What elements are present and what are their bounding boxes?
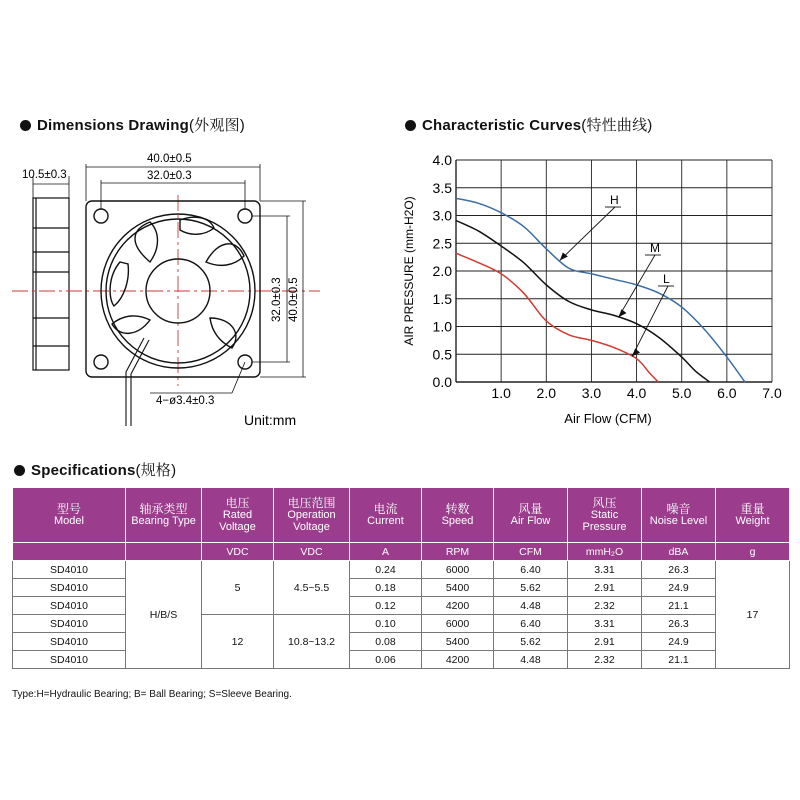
- pressure-cell: 2.91: [568, 579, 642, 597]
- speed-cell: 6000: [422, 561, 494, 579]
- column-header-cn: 转数: [445, 502, 470, 516]
- y-tick-label: 2.0: [432, 263, 452, 279]
- column-header: [642, 488, 716, 543]
- column-header-en: Speed: [441, 515, 474, 527]
- dimensions-section-title: Dimensions Drawing(外观图): [20, 114, 245, 135]
- rated-voltage-cell: 12: [202, 615, 274, 669]
- airflow-cell: 5.62: [494, 579, 568, 597]
- table-row: [13, 561, 790, 579]
- current-cell: 0.08: [350, 633, 422, 651]
- noise-cell: 24.9: [642, 633, 716, 651]
- y-tick-label: 4.0: [432, 152, 452, 168]
- airflow-cell: 5.62: [494, 633, 568, 651]
- unit-cell: mmH₂O: [568, 543, 642, 561]
- series-line-m: [456, 220, 710, 382]
- table-header-row: [13, 488, 790, 543]
- column-header-en: Model: [54, 515, 84, 527]
- column-header: [568, 488, 642, 543]
- column-header-cn: 风压: [592, 496, 617, 510]
- specs-section-title: Specifications(规格): [14, 459, 176, 480]
- arrow-icon: [632, 348, 640, 356]
- column-header: [494, 488, 568, 543]
- bearing-type-note: Type:H=Hydraulic Bearing; B= Ball Bearing; S=Sleeve Bearing.: [12, 689, 292, 700]
- x-tick-label: 4.0: [626, 385, 647, 401]
- airflow-cell: 4.48: [494, 597, 568, 615]
- x-tick-label: 3.0: [581, 385, 602, 401]
- column-header-en: Operation Voltage: [287, 509, 336, 533]
- arrow-icon: [619, 309, 627, 317]
- column-header-en: Static Pressure: [582, 509, 627, 533]
- model-cell: SD4010: [13, 651, 126, 669]
- series-leader-line: [632, 286, 668, 356]
- y-tick-label: 3.0: [432, 207, 452, 224]
- airflow-cell: 4.48: [494, 651, 568, 669]
- model-cell: SD4010: [13, 633, 126, 651]
- column-header-en: Air Flow: [510, 515, 551, 527]
- x-tick-label: 6.0: [717, 385, 737, 401]
- chart-y-axis-label: AIR PRESSURE (mm-H2O): [402, 196, 416, 346]
- column-header: [126, 488, 202, 543]
- unit-label: Unit:mm: [244, 412, 297, 428]
- specifications-table: [12, 487, 790, 669]
- bullet-icon: [20, 120, 31, 131]
- unit-cell: g: [716, 543, 790, 561]
- column-header: [202, 488, 274, 543]
- chart-ticks: [433, 152, 782, 401]
- unit-cell: VDC: [202, 543, 274, 561]
- pressure-cell: 2.91: [568, 633, 642, 651]
- column-header-en: Weight: [735, 515, 770, 527]
- x-tick-label: 1.0: [491, 385, 511, 401]
- column-header: [13, 488, 126, 543]
- column-header-en: Rated Voltage: [219, 509, 256, 533]
- chart-curves: [456, 193, 745, 382]
- noise-cell: 26.3: [642, 615, 716, 633]
- curves-section-title: Characteristic Curves(特性曲线): [405, 114, 652, 135]
- column-header: [350, 488, 422, 543]
- current-cell: 0.24: [350, 561, 422, 579]
- bullet-icon: [14, 465, 25, 476]
- x-tick-label: 2.0: [536, 385, 557, 401]
- y-tick-label: 0.0: [432, 374, 452, 390]
- y-tick-label: 2.5: [432, 235, 452, 252]
- weight-cell: 17: [716, 561, 790, 669]
- model-cell: SD4010: [13, 561, 126, 579]
- column-header-cn: 电压范围: [287, 496, 336, 510]
- column-header-en: Bearing Type: [131, 515, 196, 527]
- chart-x-axis-label: Air Flow (CFM): [564, 411, 652, 426]
- series-label: L: [663, 272, 670, 286]
- speed-cell: 5400: [422, 579, 494, 597]
- noise-cell: 21.1: [642, 597, 716, 615]
- column-header-cn: 型号: [56, 502, 81, 516]
- model-cell: SD4010: [13, 597, 126, 615]
- current-cell: 0.06: [350, 651, 422, 669]
- hole-pitch-width-dimension: 32.0±0.3: [147, 170, 192, 182]
- column-header-en: Noise Level: [649, 515, 708, 527]
- column-header-cn: 风量: [518, 502, 543, 516]
- hole-diameter-dimension: 4−ø3.4±0.3: [156, 395, 215, 407]
- unit-cell: VDC: [274, 543, 350, 561]
- column-header-cn: 电流: [373, 502, 398, 516]
- voltage-range-cell: 4.5~5.5: [274, 561, 350, 615]
- pressure-cell: 3.31: [568, 561, 642, 579]
- series-label: H: [610, 193, 619, 207]
- unit-cell: [13, 543, 126, 561]
- unit-cell: [126, 543, 202, 561]
- table-units-row: [13, 543, 790, 561]
- column-header: [274, 488, 350, 543]
- pressure-cell: 3.31: [568, 615, 642, 633]
- series-label: M: [650, 241, 660, 255]
- speed-cell: 5400: [422, 633, 494, 651]
- unit-cell: dBA: [642, 543, 716, 561]
- column-header: [716, 488, 790, 543]
- y-tick-label: 1.0: [432, 318, 452, 335]
- speed-cell: 6000: [422, 615, 494, 633]
- noise-cell: 26.3: [642, 561, 716, 579]
- x-tick-label: 5.0: [671, 385, 692, 401]
- hole-pitch-height-dimension: 32.0±0.3: [271, 277, 283, 322]
- bearing-cell: H/B/S: [126, 561, 202, 669]
- y-tick-label: 1.5: [432, 290, 452, 307]
- column-header-en: Current: [367, 515, 404, 527]
- model-cell: SD4010: [13, 615, 126, 633]
- column-header-cn: 电压: [225, 496, 250, 510]
- rated-voltage-cell: 5: [202, 561, 274, 615]
- pressure-cell: 2.32: [568, 597, 642, 615]
- outer-height-dimension: 40.0±0.5: [288, 277, 300, 322]
- thickness-dimension: 10.5±0.3: [22, 169, 67, 181]
- series-leader-line: [560, 207, 615, 260]
- unit-cell: CFM: [494, 543, 568, 561]
- model-cell: SD4010: [13, 579, 126, 597]
- current-cell: 0.18: [350, 579, 422, 597]
- column-header-cn: 噪音: [666, 502, 691, 516]
- current-cell: 0.10: [350, 615, 422, 633]
- noise-cell: 24.9: [642, 579, 716, 597]
- airflow-cell: 6.40: [494, 561, 568, 579]
- y-tick-label: 3.5: [432, 179, 452, 196]
- column-header-cn: 重量: [740, 502, 765, 516]
- noise-cell: 21.1: [642, 651, 716, 669]
- characteristic-curves-chart: [0, 140, 800, 440]
- speed-cell: 4200: [422, 651, 494, 669]
- column-header: [422, 488, 494, 543]
- series-line-l: [456, 253, 658, 382]
- unit-cell: RPM: [422, 543, 494, 561]
- column-header-cn: 轴承类型: [139, 502, 188, 516]
- outer-width-dimension: 40.0±0.5: [147, 153, 192, 165]
- y-tick-label: 0.5: [432, 346, 452, 363]
- bullet-icon: [405, 120, 416, 131]
- airflow-cell: 6.40: [494, 615, 568, 633]
- x-tick-label: 7.0: [762, 385, 782, 401]
- pressure-cell: 2.32: [568, 651, 642, 669]
- voltage-range-cell: 10.8~13.2: [274, 615, 350, 669]
- unit-cell: A: [350, 543, 422, 561]
- speed-cell: 4200: [422, 597, 494, 615]
- current-cell: 0.12: [350, 597, 422, 615]
